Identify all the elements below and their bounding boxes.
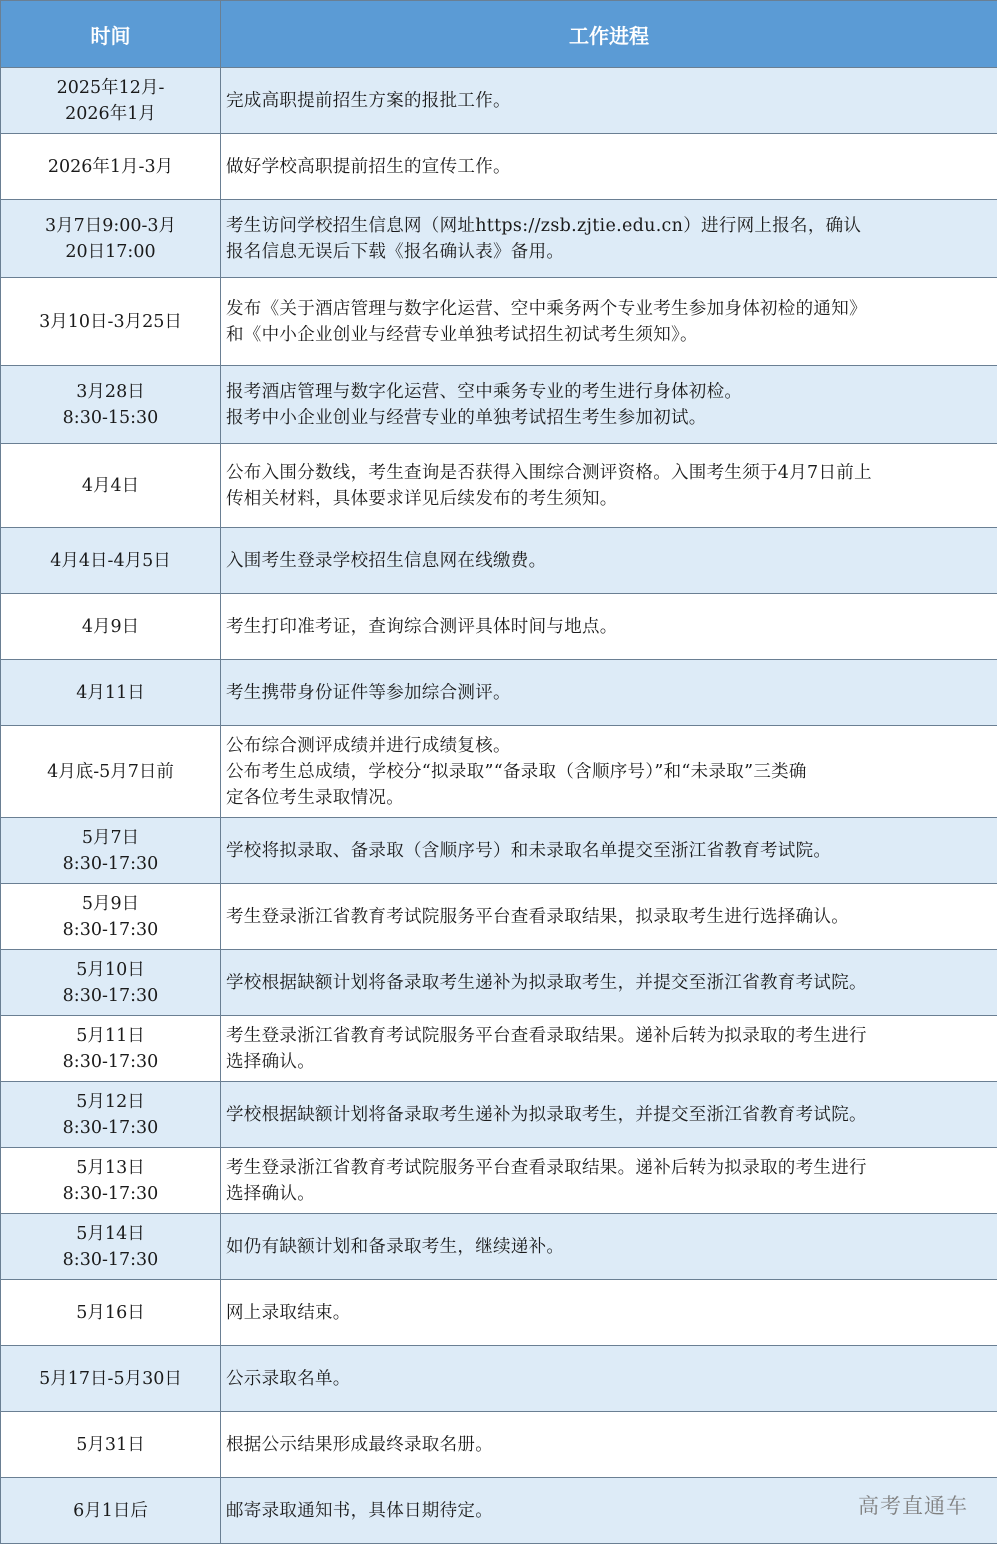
row-time: 4月9日 (1, 594, 221, 660)
row-desc: 考生打印准考证，查询综合测评具体时间与地点。 (221, 594, 997, 660)
table-row (1, 950, 997, 1016)
row-time: 2026年1月-3月 (1, 134, 221, 200)
row-time: 6月1日后 (1, 1478, 221, 1544)
row-desc: 考生登录浙江省教育考试院服务平台查看录取结果，拟录取考生进行选择确认。 (221, 884, 997, 950)
table-row (1, 1346, 997, 1412)
row-time: 5月9日 8:30-17:30 (1, 884, 221, 950)
table-row (1, 444, 997, 528)
row-desc: 报考酒店管理与数字化运营、空中乘务专业的考生进行身体初检。 报考中小企业创业与经营专业的单独考试招生考生参加初试。 (221, 366, 997, 444)
row-desc: 入围考生登录学校招生信息网在线缴费。 (221, 528, 997, 594)
row-desc: 学校根据缺额计划将备录取考生递补为拟录取考生，并提交至浙江省教育考试院。 (221, 950, 997, 1016)
row-time: 5月31日 (1, 1412, 221, 1478)
row-time: 2025年12月- 2026年1月 (1, 68, 221, 134)
table-row (1, 726, 997, 818)
table-row (1, 818, 997, 884)
table-row (1, 884, 997, 950)
row-time: 4月4日-4月5日 (1, 528, 221, 594)
table-row (1, 1280, 997, 1346)
row-time: 5月17日-5月30日 (1, 1346, 221, 1412)
row-desc: 发布《关于酒店管理与数字化运营、空中乘务两个专业考生参加身体初检的通知》 和《中小企业创业与经营专业单独考试招生初试考生须知》。 (221, 278, 997, 366)
row-time: 5月13日 8:30-17:30 (1, 1148, 221, 1214)
table-row (1, 1082, 997, 1148)
row-desc: 考生访问学校招生信息网（网址https://zsb.zjtie.edu.cn）进行网上报名，确认 报名信息无误后下载《报名确认表》备用。 (221, 200, 997, 278)
row-desc: 做好学校高职提前招生的宣传工作。 (221, 134, 997, 200)
row-time: 3月28日 8:30-15:30 (1, 366, 221, 444)
watermark: 高考直通车 (858, 1490, 968, 1520)
row-desc: 考生携带身份证件等参加综合测评。 (221, 660, 997, 726)
table-row (1, 366, 997, 444)
row-desc: 邮寄录取通知书，具体日期待定。 (221, 1478, 997, 1544)
row-desc: 学校根据缺额计划将备录取考生递补为拟录取考生，并提交至浙江省教育考试院。 (221, 1082, 997, 1148)
row-time: 5月16日 (1, 1280, 221, 1346)
header-time: 时间 (1, 1, 221, 68)
row-time: 3月10日-3月25日 (1, 278, 221, 366)
table-row (1, 68, 997, 134)
row-desc: 公布综合测评成绩并进行成绩复核。 公布考生总成绩，学校分“拟录取”“备录取（含顺序号）”和“未录取”三类确 定各位考生录取情况。 (221, 726, 997, 818)
row-time: 5月11日 8:30-17:30 (1, 1016, 221, 1082)
row-desc: 完成高职提前招生方案的报批工作。 (221, 68, 997, 134)
row-desc: 考生登录浙江省教育考试院服务平台查看录取结果。递补后转为拟录取的考生进行 选择确认。 (221, 1148, 997, 1214)
table-row (1, 528, 997, 594)
table-row (1, 1478, 997, 1544)
header-row (1, 1, 997, 68)
row-time: 5月10日 8:30-17:30 (1, 950, 221, 1016)
table-row (1, 200, 997, 278)
table-row (1, 278, 997, 366)
table-row (1, 1412, 997, 1478)
table-row (1, 594, 997, 660)
row-desc: 网上录取结束。 (221, 1280, 997, 1346)
table-row (1, 1016, 997, 1082)
row-desc: 公布入围分数线，考生查询是否获得入围综合测评资格。入围考生须于4月7日前上 传相关材料，具体要求详见后续发布的考生须知。 (221, 444, 997, 528)
table-row (1, 1214, 997, 1280)
row-desc: 考生登录浙江省教育考试院服务平台查看录取结果。递补后转为拟录取的考生进行 选择确认。 (221, 1016, 997, 1082)
row-desc: 如仍有缺额计划和备录取考生，继续递补。 (221, 1214, 997, 1280)
table-row (1, 1148, 997, 1214)
header-progress: 工作进程 (221, 1, 997, 68)
table-row (1, 660, 997, 726)
row-time: 4月11日 (1, 660, 221, 726)
row-time: 5月14日 8:30-17:30 (1, 1214, 221, 1280)
row-desc: 学校将拟录取、备录取（含顺序号）和未录取名单提交至浙江省教育考试院。 (221, 818, 997, 884)
table-row (1, 134, 997, 200)
row-time: 4月4日 (1, 444, 221, 528)
row-time: 4月底-5月7日前 (1, 726, 221, 818)
row-desc: 公示录取名单。 (221, 1346, 997, 1412)
row-time: 5月12日 8:30-17:30 (1, 1082, 221, 1148)
row-time: 5月7日 8:30-17:30 (1, 818, 221, 884)
row-time: 3月7日9:00-3月 20日17:00 (1, 200, 221, 278)
row-desc: 根据公示结果形成最终录取名册。 (221, 1412, 997, 1478)
